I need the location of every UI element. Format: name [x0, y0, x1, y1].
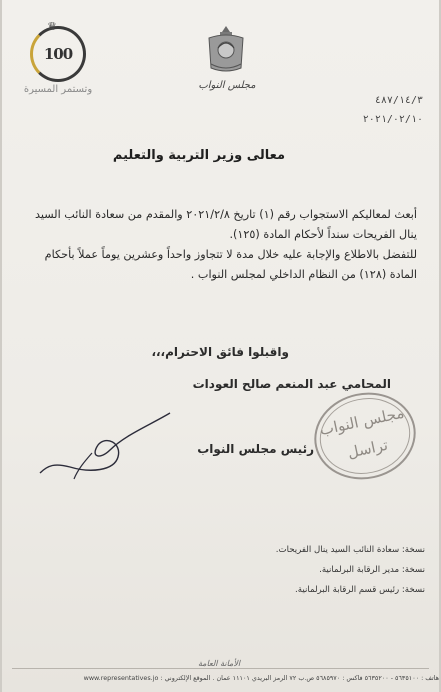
handwritten-signature — [30, 395, 180, 485]
logo-caption: وتستمر المسيرة — [23, 84, 93, 95]
footer-logo: الأمانة العامة — [198, 659, 241, 668]
official-stamp — [309, 388, 421, 484]
copy-line: نسخة: رئيس قسم الرقابة البرلمانية. — [295, 585, 425, 595]
logo-number: 100 — [43, 45, 73, 63]
stamp-line-2: تراسل — [346, 435, 390, 462]
signer-name: المحامي عبد المنعم صالح العودات — [192, 377, 391, 391]
closing-line: واقبلوا فائق الاحترام،،، — [151, 345, 289, 359]
letter-page — [2, 0, 439, 692]
crown-icon: ♛ — [47, 20, 57, 33]
signer-title: رئيس مجلس النواب — [197, 442, 314, 456]
copy-line: نسخة: مدير الرقابة البرلمانية. — [319, 565, 425, 575]
reference-date: ٢٠٢١/٠٢/١٠ — [362, 114, 423, 125]
addressee: معالى وزير التربية والتعليم — [112, 148, 285, 163]
centennial-logo — [18, 20, 98, 104]
copy-line: نسخة: سعادة النائب السيد ينال الفريحات. — [275, 545, 425, 555]
letter-body — [17, 205, 417, 285]
reference-number: ٤٨٧/١٤/٣ — [374, 95, 423, 106]
body-paragraph: للتفضل بالاطلاع والإجابة عليه خلال مدة لا تتجاوز واحداً وعشرين يوماً عملاً بأحكام المادة (١٢٨) من النظام الداخلي لمجلس النواب . — [44, 248, 417, 281]
footer-contact: هاتف : ٥٦٣٥١٠٠ - ٥٦٣٥٢٠٠ فاكس : ٥٦٨٥٩٧٠ ص.ب ٧٢ الرمز البريدي ١١١٠١ عمان . الموقع الإلكتروني : www.representatives.jo — [83, 674, 439, 682]
footer-divider — [12, 668, 429, 669]
emblem-caption: مجلس النواب — [198, 80, 256, 91]
body-paragraph: أبعث لمعاليكم الاستجواب رقم (١) تاريخ ٢٠٢١/٢/٨ والمقدم من سعادة النائب السيد ينال الفريحات سنداً لأحكام المادة (١٢٥). — [34, 208, 417, 241]
coat-of-arms-icon — [203, 24, 249, 74]
stamp-line-1: مجلس النواب — [318, 403, 406, 440]
